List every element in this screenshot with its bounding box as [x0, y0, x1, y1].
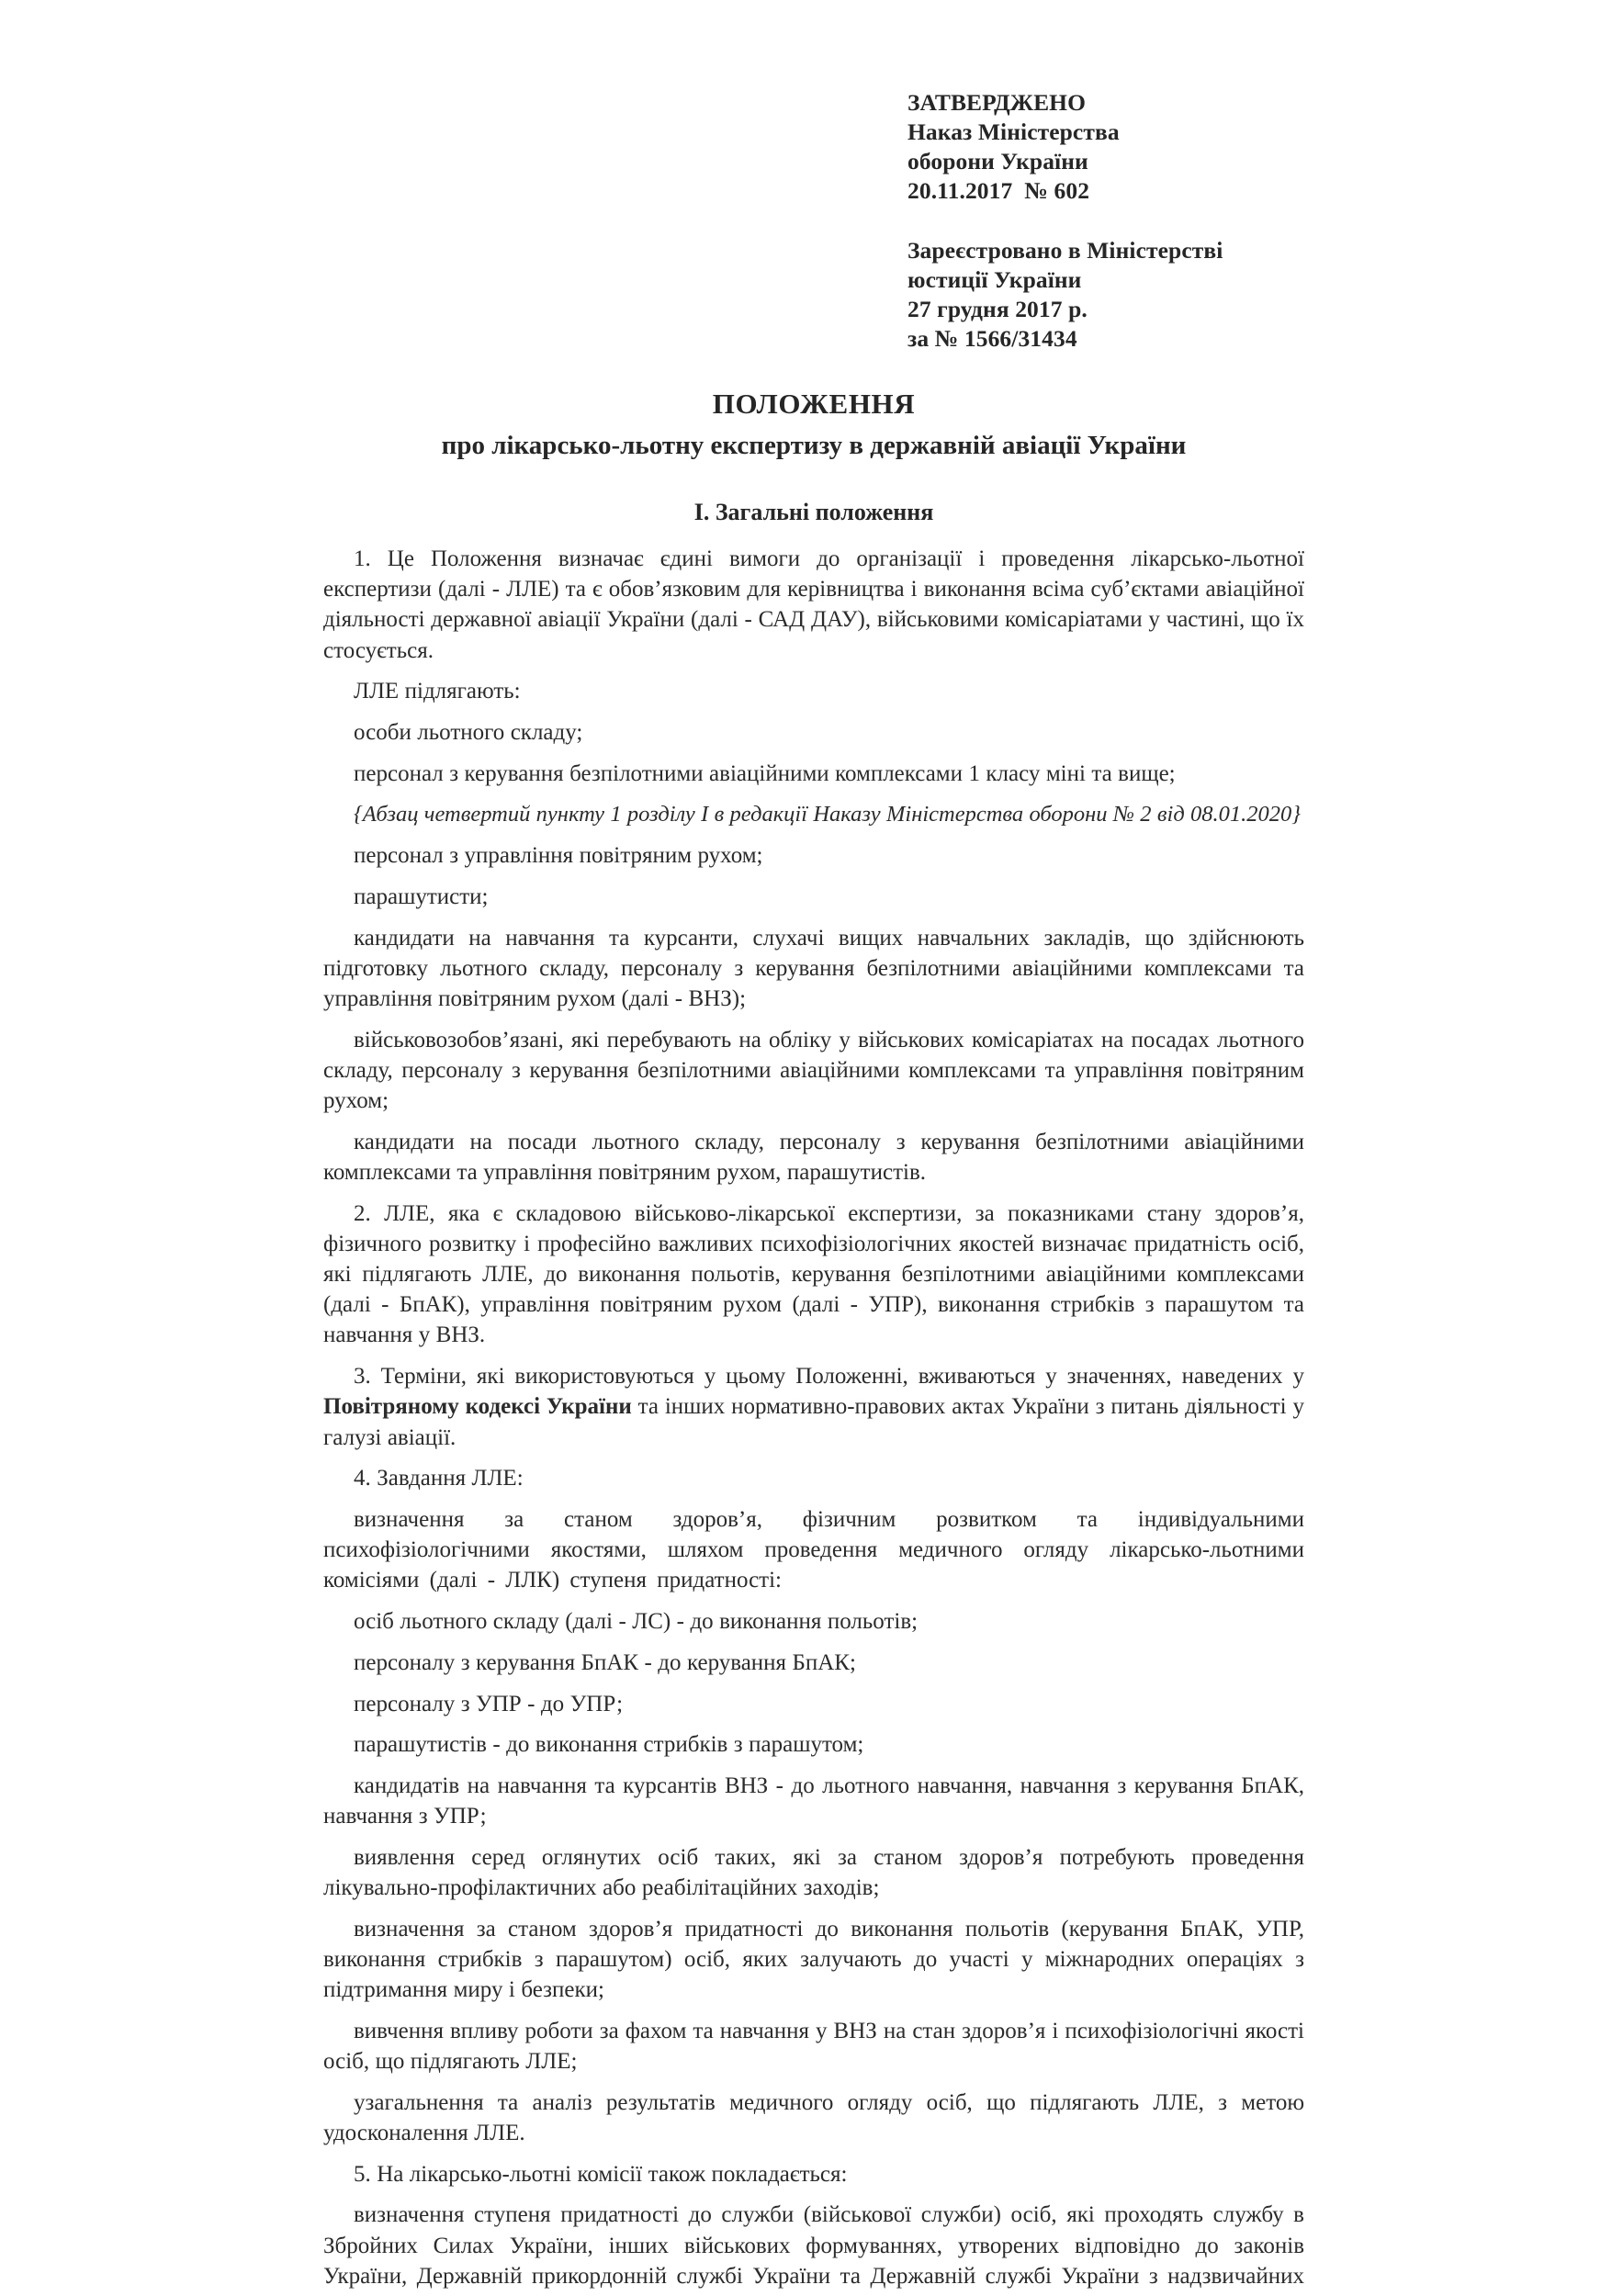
document-title: ПОЛОЖЕННЯ	[712, 388, 916, 420]
paragraph-parachutists: парашутисти;	[354, 884, 489, 909]
paragraph-lle-subject-intro: ЛЛЕ підлягають:	[354, 679, 521, 704]
paragraph-parachutist-fitness: парашутистів - до виконання стрибків з парашутом;	[354, 1732, 864, 1758]
registration-line-1: Зареєстровано в Міністерстві	[907, 237, 1223, 264]
paragraph-3-text-after: та інших нормативно-правових актах України з питань діяльності у галузі авіації.	[323, 1394, 1304, 1450]
paragraph-atc-fitness: персоналу з УПР - до УПР;	[354, 1691, 624, 1716]
paragraph-cadet-fitness: кандидатів на навчання та курсантів ВНЗ - до льотного навчання, навчання з керування БпАК, навчання з УПР;	[323, 1773, 1304, 1829]
paragraph-uav-personnel: персонал з керування безпілотними авіаційними комплексами 1 класу міні та вище;	[354, 760, 1176, 786]
paragraph-candidates-students: кандидати на навчання та курсанти, слухачі вищих навчальних закладів, що здійснюють підготовку льотного складу, персоналу з керування безпілотними авіаційними комплексами та управління повітряним рухом (далі - ВНЗ);	[323, 925, 1304, 1011]
section-heading: I. Загальні положення	[693, 499, 934, 525]
paragraph-flight-crew: особи льотного складу;	[354, 720, 583, 746]
paragraph-3-text-before: 3. Терміни, які використовуються у цьому Положенні, вживаються у значеннях, наведених у	[354, 1364, 1304, 1390]
registration-line-4: за № 1566/31434	[907, 325, 1077, 352]
registration-block	[907, 236, 1422, 354]
approval-line-3: оборони України	[907, 148, 1088, 174]
document-subtitle: про лікарсько-льотну експертизу в державній авіації України	[441, 431, 1187, 460]
paragraph-uav-fitness: персоналу з керування БпАК - до керування БпАК;	[354, 1649, 856, 1675]
approval-line-1: ЗАТВЕРДЖЕНО	[907, 89, 1087, 116]
paragraph-3	[323, 1361, 1304, 1453]
paragraph-position-candidates: кандидати на посади льотного складу, персоналу з керування безпілотними авіаційними комплексами та управління повітряним рухом, парашутистів.	[323, 1129, 1304, 1185]
approval-line-4: 20.11.2017 № 602	[907, 177, 1090, 204]
paragraph-1: 1. Це Положення визначає єдині вимоги до організації і проведення лікарсько-льотної експертизи (далі - ЛЛЕ) та є обов’язковим для керівництва і виконання всіма суб’єктами авіаційної діяльності державної авіації України (далі - САД ДАУ), військовими комісаріатами у частині, що їх стосується.	[323, 546, 1304, 663]
paragraph-service-fitness: визначення ступеня придатності до служби (військової служби) осіб, які проходять службу в Збройних Силах України, інших військових формуваннях, утворених відповідно до законів України, Державній прикордонній службі України та Державній службі України з надзвичайних	[323, 2202, 1304, 2289]
paragraph-reservists: військовозобов’язані, які перебувають на обліку у військових комісаріатах на посадах льотного складу, персоналу з керування безпілотними авіаційними комплексами та управління повітряним рухом;	[323, 1027, 1304, 1114]
air-code-reference: Повітряному кодексі України	[323, 1394, 632, 1420]
approval-block	[907, 88, 1422, 206]
document-body	[323, 544, 1304, 2296]
paragraph-flight-crew-fitness: осіб льотного складу (далі - ЛС) - до виконання польотів;	[354, 1609, 919, 1635]
paragraph-5: 5. На лікарсько-льотні комісії також покладається:	[354, 2161, 848, 2187]
paragraph-atc-personnel: персонал з управління повітряним рухом;	[354, 843, 763, 869]
approval-line-2: Наказ Міністерства	[907, 118, 1120, 145]
registration-line-3: 27 грудня 2017 р.	[907, 296, 1088, 322]
paragraph-international-operations: визначення за станом здоров’я придатності до виконання польотів (керування БпАК, УПР, виконання стрибків з парашутом) осіб, яких залучають до участі у міжнародних операціях з підтримання миру і безпеки;	[323, 1916, 1304, 2003]
paragraph-rehabilitation-detection: виявлення серед оглянутих осіб таких, які за станом здоров’я потребують проведення лікувально-профілактичних або реабілітаційних заходів;	[323, 1844, 1304, 1901]
paragraph-fitness-determination: визначення за станом здоров’я, фізичним розвитком та індивідуальними психофізіологічними якостями, шляхом проведення медичного огляду лікарсько-льотними комісіями (далі - ЛЛК) ступеня придатності:	[323, 1506, 1304, 1593]
paragraph-4: 4. Завдання ЛЛЕ:	[354, 1466, 524, 1491]
paragraph-amendment-note: {Абзац четвертий пункту 1 розділу I в редакції Наказу Міністерства оборони № 2 від 08.01.2020}	[354, 802, 1302, 827]
paragraph-work-impact-study: вивчення впливу роботи за фахом та навчання у ВНЗ на стан здоров’я і психофізіологічні якості осіб, що підлягають ЛЛЕ;	[323, 2018, 1304, 2075]
paragraph-results-analysis: узагальнення та аналіз результатів медичного огляду осіб, що підлягають ЛЛЕ, з метою удосконалення ЛЛЕ.	[323, 2089, 1304, 2145]
registration-line-2: юстиції України	[907, 266, 1082, 293]
paragraph-2: 2. ЛЛЕ, яка є складовою військово-лікарської експертизи, за показниками стану здоров’я, фізичного розвитку і професійно важливих психофізіологічних якостей визначає придатність осіб, які підлягають ЛЛЕ, до виконання польотів, керування безпілотними авіаційними комплексами (далі - БпАК), управління повітряним рухом (далі - УПР), виконання стрибків з парашутом та навчання у ВНЗ.	[323, 1200, 1304, 1348]
